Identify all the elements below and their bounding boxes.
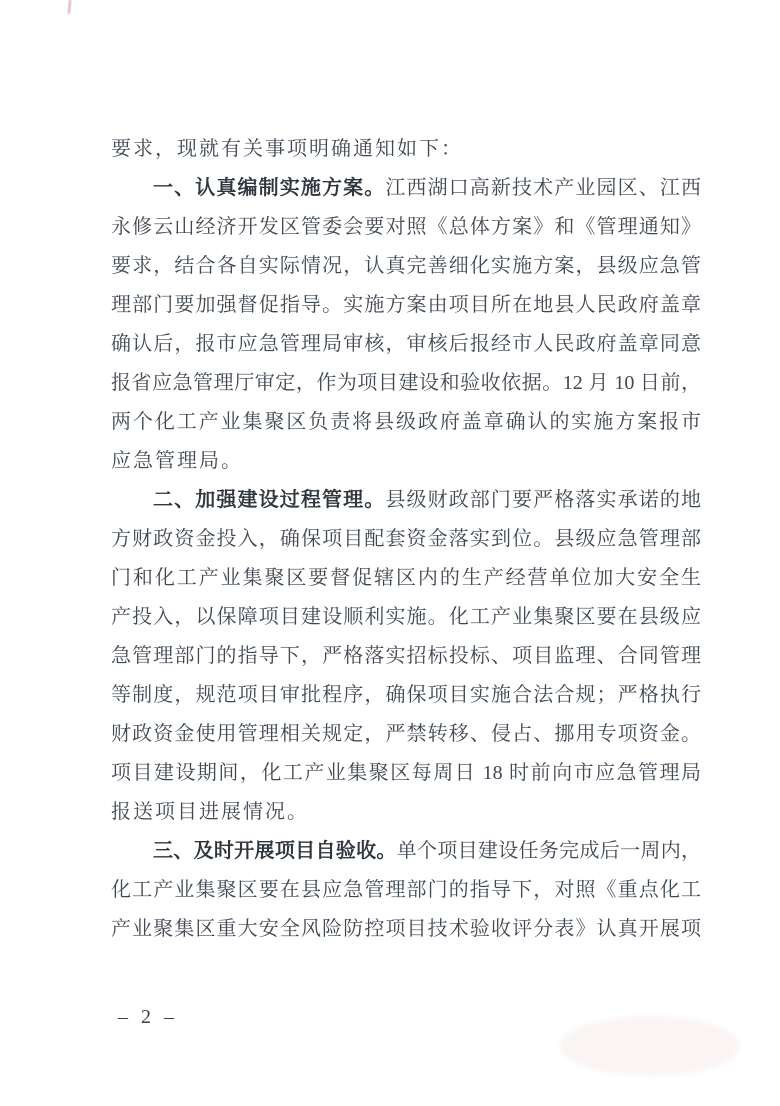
text-line-text: 等制度，规范项目审批程序，确保项目实施合法合规；严格执行 — [111, 684, 701, 706]
text-line — [111, 637, 701, 676]
text-line — [111, 754, 701, 793]
text-line — [111, 910, 701, 949]
text-line — [111, 286, 701, 325]
text-line — [111, 559, 701, 598]
intro-line-text: 要求，现就有关事项明确通知如下： — [111, 138, 463, 160]
text-line-text: 两个化工产业集聚区负责将县级政府盖章确认的实施方案报市 — [111, 411, 701, 433]
text-line-text: 急管理部门的指导下，严格落实招标投标、项目监理、合同管理 — [111, 645, 701, 667]
section-three-heading: 三、及时开展项目自验收。 — [153, 840, 397, 862]
text-line — [111, 871, 701, 910]
text-line — [111, 208, 701, 247]
text-line-text: 永修云山经济开发区管委会要对照《总体方案》和《管理通知》 — [111, 216, 701, 238]
text-line — [111, 598, 701, 637]
text-line-text: 确认后，报市应急管理局审核，审核后报经市人民政府盖章同意 — [111, 333, 701, 355]
paragraph-end-line — [111, 442, 701, 481]
section-one-body-start: 江西湖口高新技术产业园区、江西 — [385, 177, 701, 199]
intro-line — [111, 130, 701, 169]
text-line-text: 化工产业集聚区要在县应急管理部门的指导下，对照《重点化工 — [111, 879, 701, 901]
section-one-heading-line — [111, 169, 701, 208]
text-line-text: 报省应急管理厅审定，作为项目建设和验收依据。12 月 10 日前， — [111, 372, 701, 394]
text-line-text: 门和化工产业集聚区要督促辖区内的生产经营单位加大安全生 — [111, 567, 701, 589]
text-line-text: 方财政资金投入，确保项目配套资金落实到位。县级应急管理部 — [111, 528, 701, 550]
text-block — [111, 130, 701, 949]
text-line — [111, 403, 701, 442]
section-three-heading-line — [111, 832, 701, 871]
scan-artifact — [67, 0, 71, 14]
section-one-heading: 一、认真编制实施方案。 — [153, 177, 386, 199]
text-line-text: 报送项目进展情况。 — [111, 801, 309, 823]
text-line — [111, 520, 701, 559]
text-line-text: 财政资金使用管理相关规定，严禁转移、侵占、挪用专项资金。 — [111, 723, 701, 745]
paragraph-end-line — [111, 793, 701, 832]
section-three-body-start: 单个项目建设任务完成后一周内， — [396, 840, 701, 862]
section-two-heading-line — [111, 481, 701, 520]
text-line-text: 项目建设期间，化工产业集聚区每周日 18 时前向市应急管理局 — [111, 762, 701, 784]
text-line-text: 应急管理局。 — [111, 450, 243, 472]
scan-smudge — [560, 1016, 740, 1076]
text-line — [111, 364, 701, 403]
text-line — [111, 676, 701, 715]
text-line-text: 要求，结合各自实际情况，认真完善细化实施方案，县级应急管 — [111, 255, 701, 277]
page-number: – 2 – — [118, 1006, 178, 1028]
text-line — [111, 247, 701, 286]
section-two-heading: 二、加强建设过程管理。 — [153, 489, 386, 511]
text-line-text: 产投入，以保障项目建设顺利实施。化工产业集聚区要在县级应 — [111, 606, 701, 628]
text-line-text: 理部门要加强督促指导。实施方案由项目所在地县人民政府盖章 — [111, 294, 701, 316]
text-line — [111, 325, 701, 364]
section-two-body-start: 县级财政部门要严格落实承诺的地 — [385, 489, 701, 511]
text-line — [111, 715, 701, 754]
text-line-text: 产业聚集区重大安全风险防控项目技术验收评分表》认真开展项 — [111, 918, 701, 940]
